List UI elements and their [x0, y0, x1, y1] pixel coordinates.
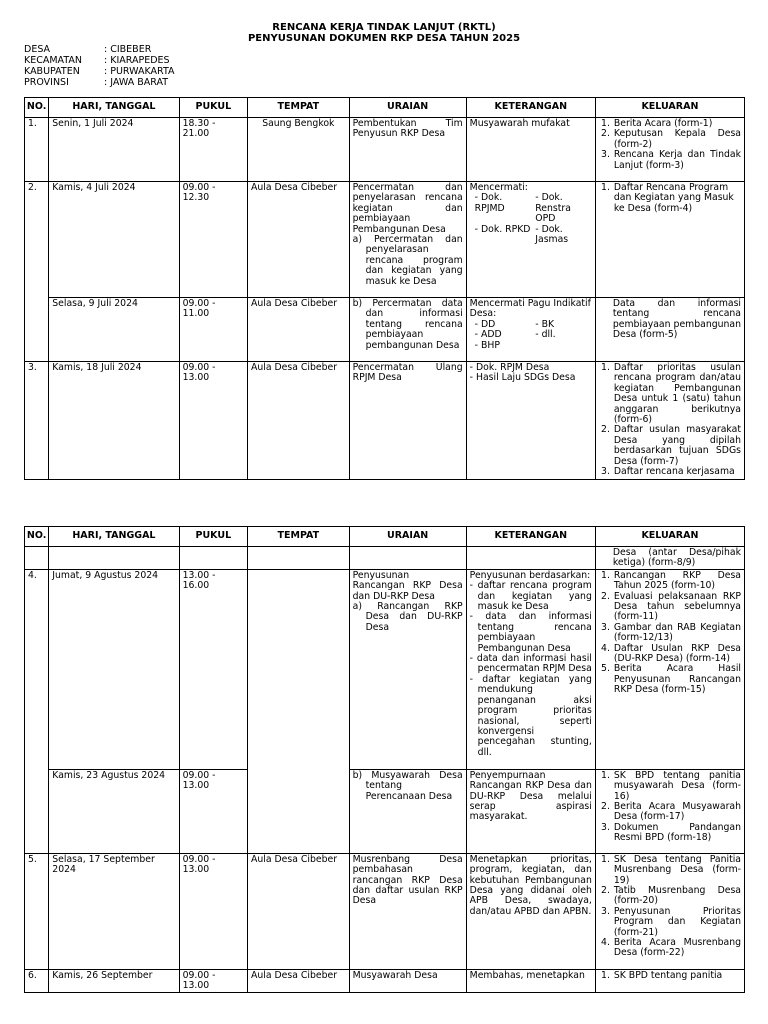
cell-note	[466, 569, 595, 769]
meta-row	[24, 66, 175, 77]
header-desc: URAIAN	[349, 98, 466, 118]
rktl-table-2	[24, 526, 745, 993]
doc-subtitle: PENYUSUNAN DOKUMEN RKP DESA TAHUN 2025	[247, 33, 521, 44]
list-item: 3. Penyusunan Prioritas Program dan Kegiatan (form-21)	[613, 907, 741, 938]
cell-day: Kamis, 18 Juli 2024	[49, 362, 179, 480]
list-item: 1. SK BPD tentang panitia	[613, 971, 741, 981]
cell-no: 3.	[25, 362, 49, 480]
cell-note: Musyawarah mufakat	[466, 118, 595, 182]
list-item: 2. Tatib Musrenbang Desa (form-20)	[613, 886, 741, 907]
header-out: KELUARAN	[595, 98, 744, 118]
cell-day: Senin, 1 Juli 2024	[49, 118, 179, 182]
desc-sub: a) Rancangan RKP Desa dan DU-RKP Desa	[352, 601, 463, 633]
list-item: - DD	[474, 318, 496, 330]
list-item: 2. Berita Acara Musyawarah Desa (form-17)	[613, 802, 741, 823]
list-item: - BHP	[474, 339, 500, 351]
list-item: 3. Dokumen Pandangan Resmi BPD (form-18)	[613, 823, 741, 844]
list-item: 2. Daftar usulan masyarakat Desa yang dipilah berdasarkan tujuan SDGs Desa (form-7)	[613, 425, 741, 467]
cell-day	[49, 547, 179, 570]
list-item-text: Dok. RPJM Desa	[475, 362, 550, 373]
output-list	[599, 119, 741, 171]
list-item: - data dan informasi tentang rencana pembiayaan Pembangunan Desa	[469, 611, 592, 654]
cell-time: 09.00 - 12.30	[179, 182, 247, 298]
list-item-text: Hasil Laju SDGs Desa	[475, 372, 576, 384]
desc-sub: b) Musyawarah Desa tentang Perencanaan Desa	[352, 769, 463, 802]
cell-desc: Musrenbang Desa pembahasan rancangan RKP Desa dan daftar usulan RKP Desa	[349, 853, 466, 969]
cell-desc	[349, 298, 466, 362]
cell-out	[595, 969, 744, 992]
cell-out	[595, 769, 744, 853]
cell-note: Membahas, menetapkan	[466, 969, 595, 992]
cell-time: 09.00 - 13.00	[179, 969, 247, 992]
note-list	[470, 581, 592, 758]
list-item: 3. Gambar dan RAB Kegiatan (form-12/13)	[613, 623, 741, 644]
note-text: Mencermati Pagu Indikatif Desa:	[469, 298, 591, 320]
cell-no: 2.	[25, 182, 49, 362]
cell-day: Selasa, 17 September 2024	[49, 853, 179, 969]
list-item: - data dan informasi hasil pencermatan RPJM Desa	[469, 653, 592, 675]
cell-note	[466, 547, 595, 570]
header-desc: URAIAN	[349, 527, 466, 547]
table-row	[25, 118, 745, 182]
cell-time: 09.00 - 11.00	[179, 298, 247, 362]
desc-sub: a) Percermatan dan penyelarasan rencana program dan kegiatan yang masuk ke Desa	[352, 234, 463, 287]
cell-no: 6.	[25, 969, 49, 992]
note-text: Penyusunan berdasarkan:	[469, 569, 591, 581]
list-item: 3. Daftar rencana kerjasama	[613, 467, 741, 477]
note-text: Mencermati:	[469, 182, 528, 193]
cell-day: Kamis, 23 Agustus 2024	[49, 769, 179, 853]
meta-key: PROVINSI	[24, 77, 69, 88]
header-place: TEMPAT	[248, 527, 350, 547]
note-list	[470, 320, 592, 351]
meta-value: : JAWA BARAT	[104, 77, 169, 88]
cell-desc: Pembentukan Tim Penyusun RKP Desa	[349, 118, 466, 182]
cell-no	[25, 547, 49, 570]
list-item: 1. Berita Acara (form-1)	[613, 119, 741, 129]
meta-key: KABUPATEN	[24, 66, 80, 77]
table-header-row	[25, 527, 745, 547]
list-item-text: data dan informasi hasil pencermatan RPJM Desa	[476, 653, 592, 675]
cell-desc	[349, 569, 466, 769]
list-item: 1. Daftar prioritas usulan rencana program dan/atau kegiatan Pembangunan Desa untuk 1 (satu) tahun anggaran berikutnya (form-6)	[613, 363, 741, 425]
meta-key: KECAMATAN	[24, 55, 82, 66]
list-item: 4. Berita Acara Musrenbang Desa (form-22)	[613, 938, 741, 959]
cell-time: 09.00 - 13.00	[179, 769, 247, 853]
meta-row	[24, 77, 175, 88]
list-item: 5. Berita Acara Hasil Penyusunan Rancangan RKP Desa (form-15)	[613, 664, 741, 695]
cell-day: Kamis, 4 Juli 2024	[49, 182, 179, 298]
cell-no: 1.	[25, 118, 49, 182]
cell-time	[179, 547, 247, 570]
cell-time: 09.00 - 13.00	[179, 853, 247, 969]
cell-time: 09.00 - 13.00	[179, 362, 247, 480]
list-item: - BK	[535, 318, 555, 330]
cell-day: Selasa, 9 Juli 2024	[49, 298, 179, 362]
header-out: KELUARAN	[595, 527, 744, 547]
cell-out: Data dan informasi tentang rencana pembiayaan pembangunan Desa (form-5)	[595, 298, 744, 362]
meta-key: DESA	[24, 44, 51, 55]
desc-text: Pencermatan dan penyelarasan rencana kegiatan dan pembiayaan Pembangunan Desa	[352, 182, 463, 235]
cell-desc: Pencermatan Ulang RPJM Desa	[349, 362, 466, 480]
cell-place: Aula Desa Cibeber	[248, 853, 350, 969]
cell-place: Aula Desa Cibeber	[248, 362, 350, 480]
cell-note	[466, 362, 595, 480]
list-item: 4. Daftar Usulan RKP Desa (DU-RKP Desa) (form-14)	[613, 644, 741, 665]
note-list	[470, 363, 592, 384]
list-item-text: daftar rencana program dan kegiatan yang masuk ke Desa	[477, 580, 592, 613]
cell-note	[466, 298, 595, 362]
cell-place: Saung Bengkok	[248, 118, 350, 182]
header-time: PUKUL	[179, 527, 247, 547]
cell-day: Jumat, 9 Agustus 2024	[49, 569, 179, 769]
cell-no: 5.	[25, 853, 49, 969]
list-item: - ADD	[474, 329, 502, 341]
list-item: - Dok. RPJMD	[474, 192, 505, 214]
list-item: 2. Evaluasi pelaksanaan RKP Desa tahun sebelumnya (form-11)	[613, 592, 741, 623]
cell-place: Aula Desa Cibeber	[248, 298, 350, 362]
list-item: 1. Daftar Rencana Program dan Kegiatan yang Masuk ke Desa (form-4)	[613, 183, 741, 214]
meta-value: : CIBEBER	[104, 44, 152, 55]
cell-time: 13.00 - 16.00	[179, 569, 247, 769]
list-item: 1. Rancangan RKP Desa Tahun 2025 (form-10)	[613, 571, 741, 592]
meta-value: : PURWAKARTA	[104, 66, 175, 77]
cell-out	[595, 362, 744, 480]
cell-place: Aula Desa Cibeber	[248, 182, 350, 298]
desc-text: Penyusunan Rancangan RKP Desa dan DU-RKP Desa	[352, 569, 463, 602]
meta-row	[24, 55, 175, 66]
cell-day: Kamis, 26 September	[49, 969, 179, 992]
list-item: 1. SK BPD tentang panitia musyawarah Desa (form-16)	[613, 771, 741, 802]
table-row	[25, 853, 745, 969]
meta-row	[24, 44, 175, 55]
header-day: HARI, TANGGAL	[49, 98, 179, 118]
list-item-text: data dan informasi tentang rencana pembiayaan Pembangunan Desa	[477, 611, 592, 654]
header-time: PUKUL	[179, 98, 247, 118]
header-note: KETERANGAN	[466, 527, 595, 547]
output-list	[599, 363, 741, 477]
table-row	[25, 362, 745, 480]
cell-out	[595, 118, 744, 182]
cell-note: Penyempurnaan Rancangan RKP Desa dan DU-RKP Desa melalui serap aspirasi masyarakat.	[466, 769, 595, 853]
table-header-row	[25, 98, 745, 118]
meta-value: : KIARAPEDES	[104, 55, 170, 66]
header-place: TEMPAT	[248, 98, 350, 118]
cell-out: Desa (antar Desa/pihak ketiga) (form-8/9)	[595, 547, 744, 570]
output-list	[599, 571, 741, 696]
header-note: KETERANGAN	[466, 98, 595, 118]
cell-out	[595, 182, 744, 298]
table-row	[25, 298, 745, 362]
output-list	[599, 771, 741, 844]
output-list	[599, 971, 741, 981]
cell-place: Aula Desa Cibeber	[248, 969, 350, 992]
doc-title: RENCANA KERJA TINDAK LANJUT (RKTL)	[272, 22, 496, 33]
cell-place	[248, 547, 350, 570]
list-item: 1. SK Desa tentang Panitia Musrenbang Desa (form-19)	[613, 855, 741, 886]
table-row	[25, 969, 745, 992]
list-item: - daftar kegiatan yang mendukung penanganan aksi program prioritas nasional, seperti konvergensi pencegahan stunting, dll.	[469, 673, 592, 758]
rktl-table-1	[24, 97, 745, 480]
output-list	[599, 183, 741, 214]
list-item: - daftar rencana program dan kegiatan yang masuk ke Desa	[469, 580, 592, 613]
cell-no: 4.	[25, 569, 49, 853]
header-no: NO.	[25, 527, 49, 547]
cell-note	[466, 182, 595, 298]
cell-desc	[349, 547, 466, 570]
cell-out	[595, 853, 744, 969]
doc-meta	[24, 44, 175, 88]
list-item: - dll.	[535, 329, 556, 341]
header-day: HARI, TANGGAL	[49, 527, 179, 547]
list-item: 3. Rencana Kerja dan Tindak Lanjut (form-3)	[613, 150, 741, 171]
list-item: 2. Keputusan Kepala Desa (form-2)	[613, 129, 741, 150]
output-list	[599, 855, 741, 959]
table-row	[25, 547, 745, 570]
desc-sub: b) Percermatan data dan informasi tentang rencana pembiayaan pembangunan Desa	[352, 298, 463, 351]
list-item: - Hasil Laju SDGs Desa	[469, 372, 576, 384]
cell-out	[595, 569, 744, 769]
cell-time: 18.30 - 21.00	[179, 118, 247, 182]
table-row	[25, 182, 745, 298]
cell-desc	[349, 182, 466, 298]
list-item: - Dok. Jasmas	[535, 223, 569, 246]
table-row	[25, 569, 745, 769]
cell-place	[248, 569, 350, 853]
cell-note: Menetapkan prioritas, program, kegiatan, dan kebutuhan Pembangunan Desa yang didanai oleh APB Desa, swadaya, dan/atau APBD dan APBN.	[466, 853, 595, 969]
note-list	[470, 193, 592, 245]
list-item: - Dok. Renstra OPD	[535, 192, 571, 225]
list-item: - Dok. RPJM Desa	[469, 362, 550, 373]
table-row	[25, 769, 745, 853]
header-no: NO.	[25, 98, 49, 118]
list-item: - Dok. RPKD	[474, 223, 531, 235]
cell-desc: Musyawarah Desa	[349, 969, 466, 992]
cell-desc	[349, 769, 466, 853]
list-item-text: daftar kegiatan yang mendukung penanganan aksi program prioritas nasional, seperti konvergensi pencegahan stunting, dll.	[477, 673, 592, 758]
